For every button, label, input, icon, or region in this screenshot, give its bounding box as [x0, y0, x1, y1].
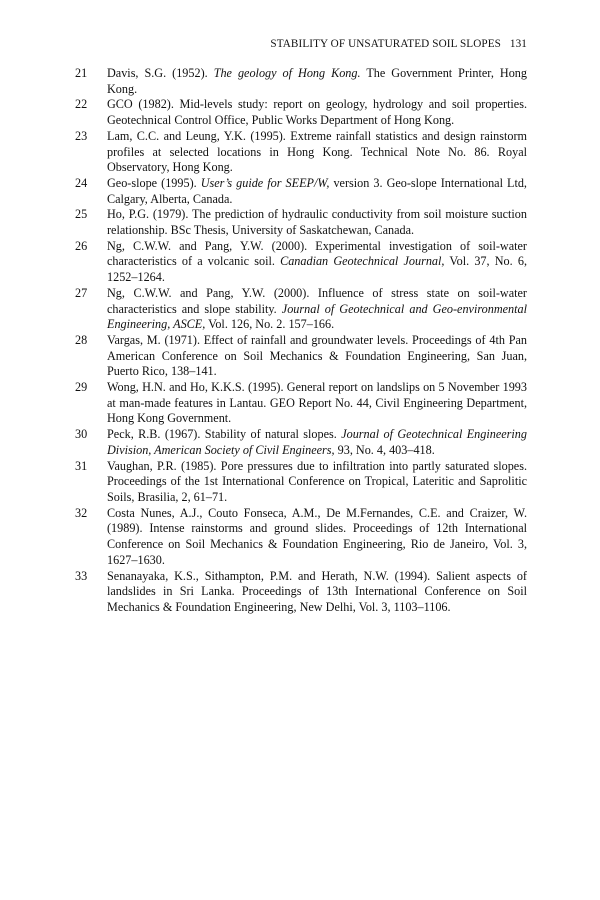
- reference-entry: [75, 97, 527, 128]
- reference-text: [107, 333, 527, 380]
- reference-number: 28: [75, 332, 88, 347]
- reference-text-segment: The Government Printer, Hong Kong.: [107, 66, 527, 96]
- reference-text: [107, 97, 527, 128]
- reference-text-segment: GCO (1982). Mid-levels study: report on geology, hydrology and soil properties. Geotechnical Control Office, Public Works Department of Hong Kong.: [107, 97, 527, 128]
- reference-text-segment: Senanayaka, K.S., Sithampton, P.M. and Herath, N.W. (1994). Salient aspects of landslides in Sri Lanka. Proceedings of 13th International Conference on Soil Mechanics & Foundation Engineering, New Delhi, Vol. 3, 1103–1106.: [107, 568, 527, 614]
- reference-title-italic: Journal of Geotechnical Engineering Division, American Society of Civil Engineers,: [107, 427, 527, 457]
- reference-text: [107, 380, 527, 427]
- reference-title-italic: Journal of Geotechnical and Geo-environmental Engineering, ASCE,: [107, 301, 527, 332]
- reference-text: [107, 129, 527, 176]
- running-head-title: STABILITY OF UNSATURATED SOIL SLOPES: [270, 38, 501, 50]
- reference-text: [107, 286, 527, 333]
- reference-entry: [75, 333, 527, 380]
- reference-number: 22: [75, 97, 88, 112]
- reference-number: 26: [75, 238, 88, 253]
- reference-entry: [75, 129, 527, 176]
- reference-text: [107, 459, 527, 506]
- reference-entry: [75, 239, 527, 286]
- reference-text-segment: Davis, S.G. (1952).: [107, 66, 214, 80]
- reference-text: [107, 427, 527, 458]
- reference-number: 33: [75, 568, 88, 583]
- reference-number: 32: [75, 505, 88, 520]
- reference-entry: [75, 569, 527, 616]
- reference-entry: [75, 207, 527, 238]
- reference-text-segment: Vol. 37, No. 6, 1252–1264.: [107, 254, 528, 285]
- reference-entry: [75, 66, 527, 97]
- page-number: 131: [509, 38, 527, 50]
- reference-text-segment: Ho, P.G. (1979). The prediction of hydraulic conductivity from soil moisture suction relationship. BSc Thesis, University of Saskatchewan, Canada.: [107, 207, 527, 238]
- reference-text: [107, 66, 527, 97]
- reference-title-italic: The geology of Hong Kong.: [213, 66, 361, 80]
- reference-text-segment: version 3. Geo-slope International Ltd, Calgary, Alberta, Canada.: [107, 175, 527, 206]
- reference-number: 30: [75, 427, 88, 442]
- reference-text-segment: Vaughan, P.R. (1985). Pore pressures due to infiltration into partly saturated slopes. Proceedings of the 1st International Conference on Tropical, Lateritic and Saprolitic Soils, Brasilia, 2, 61–71.: [107, 458, 527, 504]
- reference-text-segment: Peck, R.B. (1967). Stability of natural slopes.: [107, 427, 342, 442]
- reference-number: 27: [75, 285, 88, 300]
- reference-text-segment: Geo-slope (1995).: [107, 175, 201, 190]
- reference-entry: [75, 427, 527, 458]
- reference-text-segment: Lam, C.C. and Leung, Y.K. (1995). Extreme rainfall statistics and design rainstorm profiles at selected locations in Hong Kong. Technical Note No. 86. Royal Observatory, Hong Kong.: [107, 128, 527, 175]
- reference-text: [107, 569, 527, 616]
- reference-title-italic: User’s guide for SEEP/W,: [200, 175, 330, 190]
- reference-number: 29: [75, 380, 88, 395]
- reference-text: [107, 207, 527, 238]
- reference-text: [107, 506, 527, 569]
- reference-number: 31: [75, 458, 88, 473]
- reference-text-segment: Ng, C.W.W. and Pang, Y.W. (2000). Influence of stress state on soil-water characteristics and slope stability.: [107, 285, 527, 316]
- reference-number: 25: [75, 207, 88, 222]
- reference-text-segment: Costa Nunes, A.J., Couto Fonseca, A.M., De M.Fernandes, C.E. and Craizer, W. (1989). Intense rainstorms and ground slides. Proceedings of 12th International Conference on Soil Mechanics & Foundation Engineering, Rio de Janeiro, Vol. 3, 1627–1630.: [107, 505, 527, 567]
- reference-text: [107, 176, 527, 207]
- running-head: [75, 38, 527, 50]
- reference-number: 23: [75, 128, 88, 143]
- reference-entry: [75, 506, 527, 569]
- reference-entry: [75, 286, 527, 333]
- reference-entry: [75, 176, 527, 207]
- reference-text-segment: Vol. 126, No. 2. 157–166.: [205, 317, 335, 332]
- reference-entry: [75, 380, 527, 427]
- reference-entry: [75, 459, 527, 506]
- reference-text-segment: Wong, H.N. and Ho, K.K.S. (1995). General report on landslips on 5 November 1993 at man-made features in Lantau. GEO Report No. 44, Civil Engineering Department, Hong Kong Government.: [107, 380, 527, 426]
- reference-list: [75, 66, 527, 616]
- reference-text-segment: Ng, C.W.W. and Pang, Y.W. (2000). Experimental investigation of soil-water characteristics of a volcanic soil.: [107, 238, 527, 269]
- reference-number: 21: [75, 66, 88, 80]
- reference-number: 24: [75, 175, 88, 190]
- reference-text: [107, 239, 527, 286]
- reference-text-segment: Vargas, M. (1971). Effect of rainfall and groundwater levels. Proceedings of 4th Pan American Conference on Soil Mechanics & Foundation Engineering, San Juan, Puerto Rico, 138–141.: [107, 332, 527, 379]
- reference-title-italic: Canadian Geotechnical Journal,: [280, 254, 445, 269]
- reference-text-segment: 93, No. 4, 403–418.: [334, 442, 435, 457]
